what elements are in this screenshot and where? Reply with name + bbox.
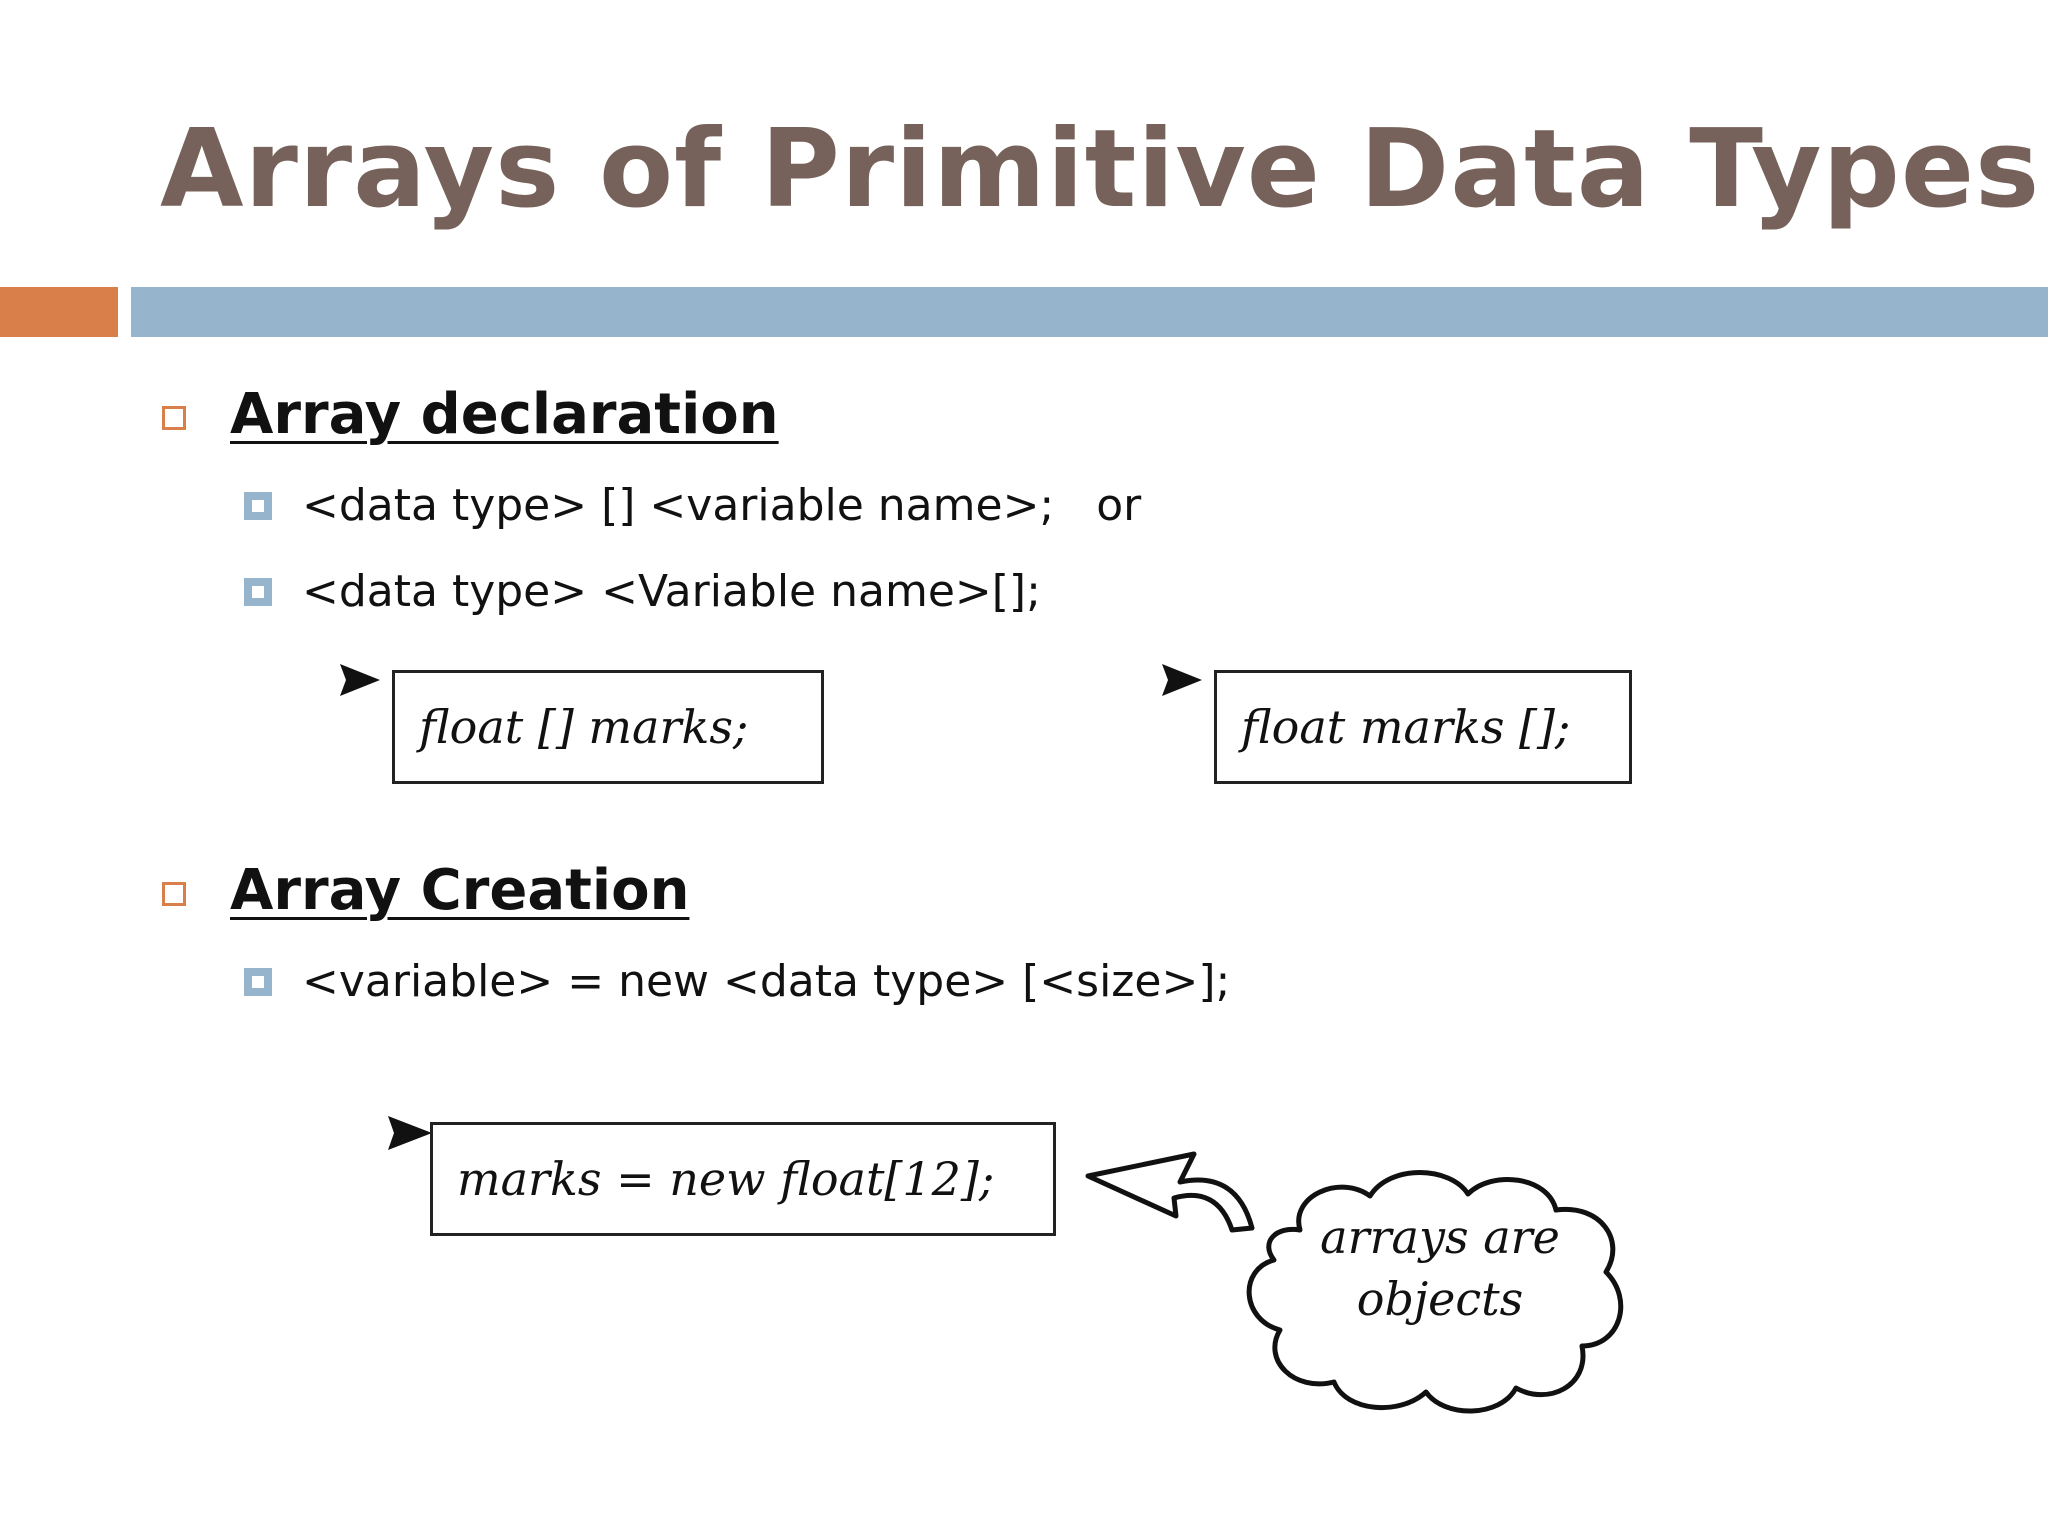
slide-title: Arrays of Primitive Data Types — [160, 107, 2041, 232]
bullet-filled-square-icon — [244, 578, 272, 606]
pointer-arrow-icon — [338, 660, 382, 700]
bullet-square-icon — [162, 406, 186, 430]
example-box-creation: marks = new float[12]; — [430, 1122, 1056, 1236]
bullet-filled-square-icon — [244, 968, 272, 996]
declaration-syntax-1: <data type> [] <variable name>; or — [302, 480, 1142, 531]
pointer-arrow-icon — [1160, 660, 1204, 700]
bullet-square-icon — [162, 882, 186, 906]
creation-syntax: <variable> = new <data type> [<size>]; — [302, 956, 1231, 1007]
section-heading-declaration: Array declaration — [230, 382, 779, 447]
title-accent-bar — [0, 287, 118, 337]
title-rule-bar — [131, 287, 2048, 337]
declaration-syntax-2: <data type> <Variable name>[]; — [302, 566, 1041, 617]
callout-line-2: objects — [1356, 1272, 1524, 1326]
section-heading-creation: Array Creation — [230, 858, 690, 923]
pointer-arrow-icon — [386, 1112, 434, 1154]
example-box-declaration-2: float marks []; — [1214, 670, 1632, 784]
bullet-filled-square-icon — [244, 492, 272, 520]
callout-line-1: arrays are — [1320, 1210, 1560, 1264]
example-box-declaration-1: float [] marks; — [392, 670, 824, 784]
